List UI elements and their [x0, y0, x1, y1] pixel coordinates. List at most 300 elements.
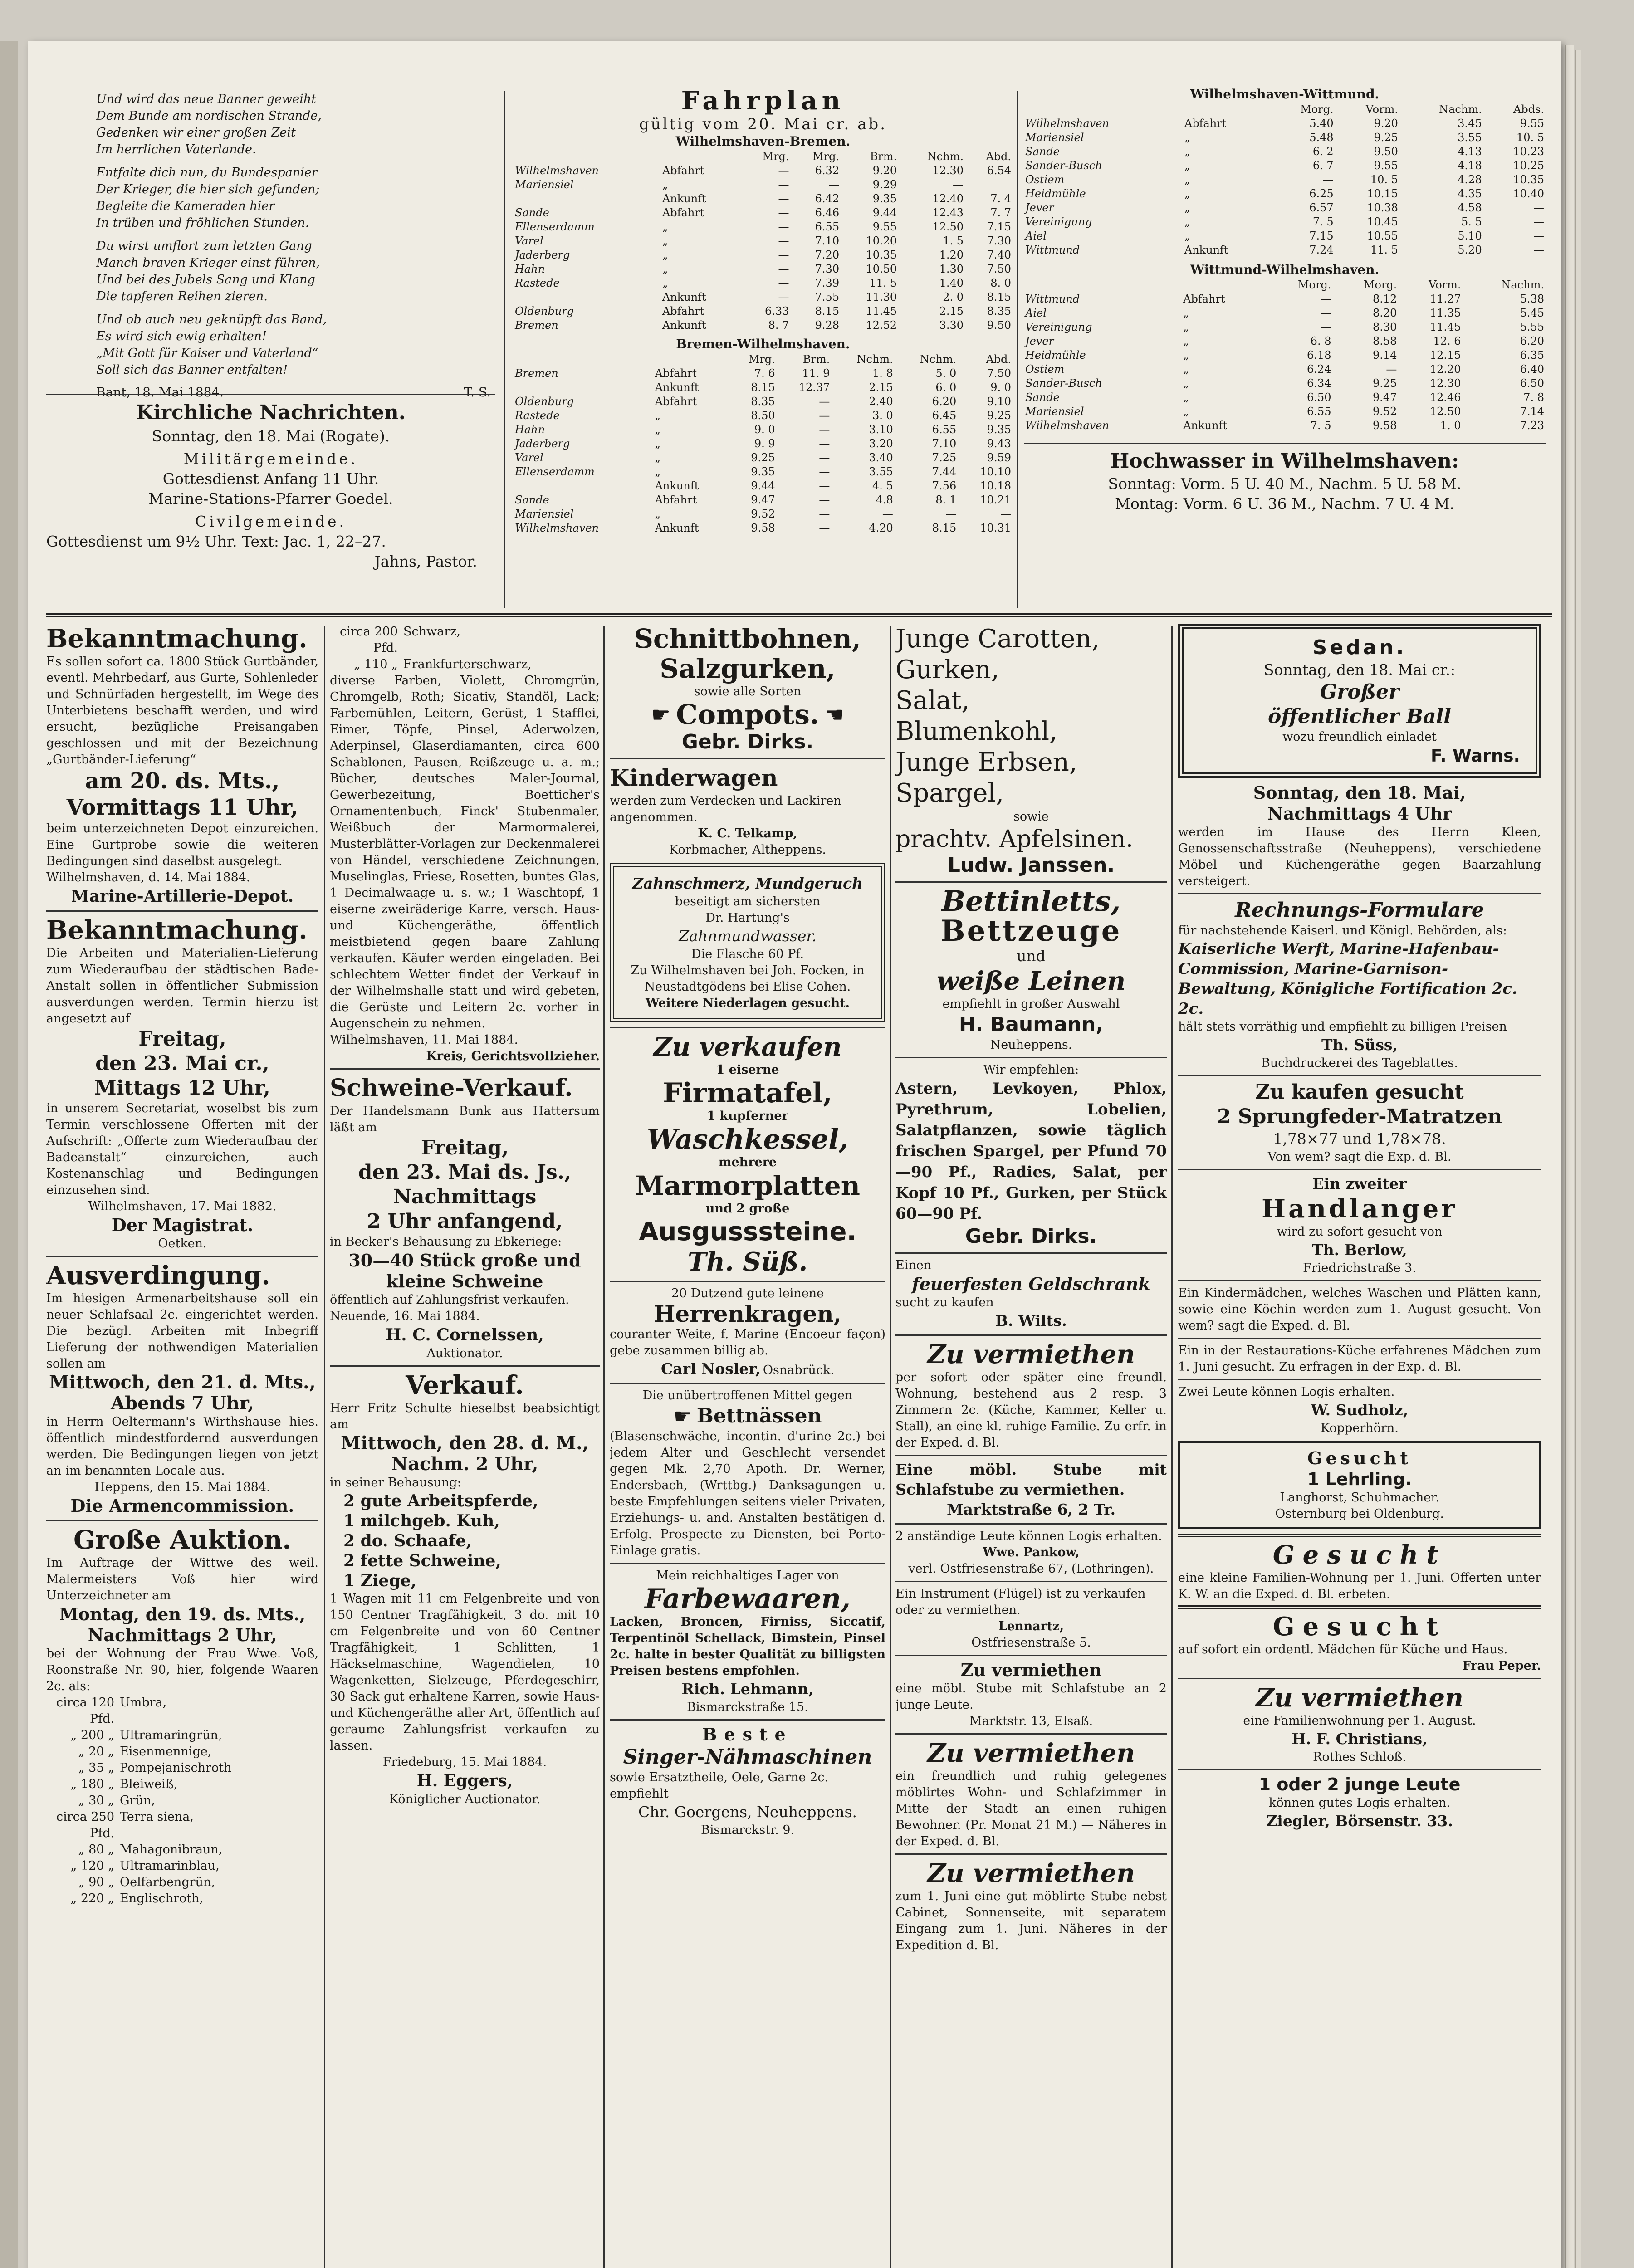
table-cell: 3.40 [869, 451, 893, 464]
table-cell: 8. 0 [990, 277, 1011, 289]
table-cell: 10.38 [1367, 201, 1398, 214]
table-cell: 7.30 [987, 235, 1011, 247]
ad-bekanntmachung-2-sig2: Oetken. [158, 1237, 207, 1251]
table-cell: 8.35 [987, 305, 1011, 318]
divider [610, 1719, 885, 1721]
table-cell: 9.43 [987, 437, 1011, 450]
ad-kinderwagen-title: Kinderwagen [610, 764, 778, 791]
table-cell: Oldenburg [515, 305, 574, 318]
timetable-subtitle: gültig vom 20. Mai cr. ab. [639, 115, 887, 133]
ad-auktion-date2: Nachmittags 2 Uhr, [88, 1625, 277, 1645]
table-cell: 9. 9 [754, 437, 775, 450]
table-row [1024, 131, 1546, 145]
table-row [1024, 173, 1546, 187]
table-cell: 5.40 [1309, 117, 1334, 130]
list-item: 2 gute Arbeitspferde, [343, 1491, 538, 1510]
item-name: Englischroth, [120, 1892, 204, 1906]
item-name: Grün, [120, 1794, 155, 1808]
ad-schweine-sig2: Auktionator. [426, 1346, 503, 1360]
table-cell: 6.40 [1520, 363, 1544, 376]
table-row [1024, 159, 1546, 173]
table-cell: 10.21 [980, 494, 1011, 506]
table-cell: „ [1184, 131, 1190, 144]
fw-1: Mein reichhaltiges Lager von [656, 1569, 839, 1583]
table-cell: 6.25 [1309, 187, 1334, 200]
item-name: Bleiweiß, [120, 1777, 178, 1791]
table-row [514, 304, 1013, 318]
table-cell: Rastede [515, 277, 560, 289]
divider [895, 1057, 1167, 1058]
table-cell: 3.45 [1458, 117, 1482, 130]
sf-3: 1,78×77 und 1,78×78. [1273, 1130, 1446, 1148]
item-quantity: „ 80 „ [78, 1843, 114, 1857]
table-cell: 9.55 [872, 220, 897, 233]
table-row [514, 493, 1013, 507]
table-cell: 6. 7 [1312, 159, 1334, 172]
table-cell: — [819, 451, 830, 464]
item-name: Schwarz, [403, 625, 460, 639]
table-row [514, 192, 1013, 206]
table-cell: „ [655, 423, 661, 436]
table-cell: — [1533, 230, 1544, 242]
table-row [1024, 229, 1546, 243]
table-row [514, 318, 1013, 332]
table-cell: — [1320, 307, 1331, 319]
zm3-text: ein freundlich und ruhig gelegenes möblirtes Wohn- und Schlafzimmer in Mitte der Stadt an einen ruhigen Bewohner. (Pr. Monat 21 M.) — Näheres in der Exped. d. Bl. [895, 1769, 1167, 1848]
table-cell: 7.20 [815, 249, 840, 261]
in-sig: Lennartz, [998, 1619, 1064, 1633]
table-cell: Ostiem [1025, 173, 1065, 186]
ad-schweine-text2: in Becker's Behausung zu Ebkeriege: [330, 1235, 562, 1249]
ad-sorten: sowie alle Sorten [694, 684, 802, 699]
table-cell: 7.24 [1309, 244, 1334, 256]
table-cell: Ankunft [662, 291, 706, 303]
poem [96, 91, 491, 417]
church-mil-2: Marine-Stations-Pfarrer Goedel. [148, 490, 393, 508]
table-cell: 7.50 [987, 263, 1011, 275]
table-cell: Vereinigung [1025, 215, 1092, 228]
list-item [46, 1842, 318, 1858]
hl-2: wird zu sofort gesucht von [1277, 1225, 1443, 1239]
divider [1178, 1280, 1541, 1281]
table-cell [514, 290, 661, 304]
ad-bekanntmachung-2-title: Bekanntmachung. [46, 915, 308, 945]
divider [1178, 1075, 1541, 1076]
wb-head-row [514, 150, 1013, 164]
table-cell: 10.15 [1367, 187, 1398, 200]
table-cell: Heidmühle [1025, 349, 1086, 362]
table-cell: 7.15 [987, 220, 1011, 233]
table-cell: 12.50 [1429, 405, 1461, 418]
table-cell: — [778, 249, 789, 261]
church-civ-2: Jahns, Pastor. [374, 552, 477, 570]
table-cell: „ [1184, 230, 1190, 242]
list-item [330, 624, 600, 656]
table-cell: — [1000, 508, 1011, 520]
table-row [1024, 419, 1546, 433]
list-item [46, 1695, 318, 1727]
sm-1: Sonntag, den 18. Mai, [1253, 782, 1466, 803]
table-cell: Ankunft [655, 381, 699, 394]
zm2-title: Zu vermiethen [960, 1660, 1102, 1680]
auktion-sig: Kreis, Gerichtsvollzieher. [426, 1049, 600, 1063]
table-cell: 10.20 [866, 235, 897, 247]
table-cell: 6.20 [932, 395, 957, 408]
table-cell: 1.40 [939, 277, 964, 289]
zv-8: Ausgusssteine. [639, 1217, 856, 1246]
table-cell: 8.58 [1372, 335, 1397, 347]
gs1-title: Gesucht [1272, 1540, 1447, 1570]
table-cell: Sande [515, 494, 549, 506]
zw-7: Weitere Niederlagen gesucht. [645, 996, 850, 1010]
table-cell: 2.15 [939, 305, 964, 318]
ad-schweine-text3: öffentlich auf Zahlungsfrist verkaufen. [330, 1293, 569, 1307]
zm1-text: per sofort oder später eine freundl. Wohnung, bestehend aus 2 resp. 3 Zimmern 2c. (Küche, Kammer, Keller u. Stall), an eine kl. ruhige Familie. Zu erfr. in der Exped. d. Bl. [895, 1370, 1167, 1450]
ad-ausverdingung-text2: in Herrn Oeltermann's Wirthshause hies. öffentlich mindestfordernd ausverdungen werden. Die Bedingungen liegen von jetzt an im benannten Locale aus. [46, 1415, 318, 1478]
lh-1: Gesucht [1307, 1448, 1412, 1468]
table-cell: 5.20 [1458, 244, 1482, 256]
poem-initials: T. S. [464, 385, 491, 400]
table-cell: 7. 4 [990, 192, 1011, 205]
divider [895, 1655, 1167, 1656]
table-cell: 7.30 [815, 263, 840, 275]
item-quantity: „ 35 „ [78, 1761, 114, 1775]
table-cell: „ [662, 263, 668, 275]
table-cell [965, 178, 1013, 192]
bw-title: Bremen-Wilhelmshaven. [676, 337, 850, 352]
hl-1: Ein zweiter [1312, 1175, 1407, 1193]
table-cell: 12.52 [866, 319, 897, 332]
list-item [46, 1776, 318, 1793]
church-title: Kirchliche Nachrichten. [136, 401, 406, 424]
table-cell: Sande [1025, 145, 1060, 158]
table-row [1024, 292, 1546, 306]
table-cell: Varel [515, 235, 543, 247]
table-cell: 7. 5 [1312, 215, 1334, 228]
lg-sig2: verl. Ostfriesenstraße 67, (Lothringen). [908, 1562, 1154, 1576]
table-cell: 6.50 [1307, 391, 1331, 404]
table-cell: — [1533, 215, 1544, 228]
sn-title: Singer-Nähmaschinen [623, 1745, 872, 1769]
table-cell: Abfahrt [1183, 293, 1225, 305]
hl-sig: Th. Berlow, [1312, 1241, 1407, 1259]
table-cell: 9.47 [751, 494, 775, 506]
hw-title: Hochwasser in Wilhelmshaven: [1110, 450, 1459, 473]
zl-text: Zwei Leute können Logis erhalten. [1178, 1385, 1395, 1399]
table-cell: — [778, 206, 789, 219]
table-cell: 5.48 [1309, 131, 1334, 144]
table-row [514, 276, 1013, 290]
table-header-cell: Morg. [1363, 279, 1397, 291]
table-cell: 7.50 [987, 367, 1011, 380]
bt-1: Bettinletts, [941, 885, 1121, 918]
table-cell: „ [655, 508, 661, 520]
table-cell: 10.35 [866, 249, 897, 261]
divider [610, 758, 885, 759]
table-cell: Wilhelmshaven [515, 164, 599, 177]
table-cell: Sander-Busch [1025, 377, 1102, 390]
table-cell: 7.10 [815, 235, 840, 247]
gs-2: sucht zu kaufen [895, 1295, 994, 1310]
table-row [1024, 334, 1546, 348]
list-item [46, 1744, 318, 1760]
item-quantity: „ 20 „ [78, 1745, 114, 1759]
column-2 [330, 624, 600, 2268]
table-cell: Abfahrt [1184, 117, 1227, 130]
table-cell: Jever [1025, 201, 1054, 214]
table-cell: — [1533, 201, 1544, 214]
divider [895, 1334, 1167, 1336]
zm4-title: Zu vermiethen [927, 1858, 1135, 1888]
item-name: Ultramaringrün, [120, 1728, 222, 1742]
poem-stanza-3: Du wirst umflort zum letzten Gang Manch braven Krieger einst führen, Und bei des Jubels Sang und Klang Die tapferen Reihen zieren. [96, 239, 320, 303]
table-cell: 7. 8 [1523, 391, 1544, 404]
pointing-hand-icon: ☛ [673, 1404, 692, 1428]
table-cell: 9.10 [987, 395, 1011, 408]
item-quantity: circa 200 Pfd. [340, 625, 398, 655]
table-cell: 7. 7 [990, 206, 1011, 219]
table-header-cell: Mrg. [762, 150, 789, 163]
table-cell: Abfahrt [655, 494, 697, 506]
zw-4: Zahnmundwasser. [679, 927, 817, 945]
table-cell: 2. 0 [943, 291, 964, 303]
ad-kinderwagen-sig: K. C. Telkamp, [698, 826, 797, 841]
zm2-text: eine möbl. Stube mit Schlafstube an 2 junge Leute. [895, 1681, 1167, 1712]
item-quantity: circa 250 Pfd. [56, 1810, 114, 1840]
item-quantity: „ 180 „ [70, 1777, 114, 1791]
table-row [1024, 243, 1546, 257]
table-cell: — [1322, 173, 1334, 186]
ad-sedan [1178, 624, 1541, 778]
bt-4: weiße Leinen [936, 966, 1126, 996]
list-item [46, 1809, 318, 1842]
table-cell: 6. 2 [1312, 145, 1334, 158]
hl-title: Handlanger [1262, 1194, 1458, 1224]
table-cell: 6.42 [815, 192, 840, 205]
sm-2: Nachmittags 4 Uhr [1267, 803, 1452, 824]
divider [1178, 1379, 1541, 1380]
ad-verkauf-list [330, 1491, 600, 1591]
table-cell: — [778, 178, 789, 191]
table-cell: Varel [515, 451, 543, 464]
table-row [514, 248, 1013, 262]
table-cell: — [1533, 244, 1544, 256]
table-cell: 8.50 [751, 409, 775, 422]
ad-schweine-sig: H. C. Cornelssen, [386, 1325, 544, 1344]
table-header-cell [1182, 278, 1267, 292]
wb-title: Wilhelmshaven-Bremen. [675, 134, 851, 149]
table-cell: 8.12 [1372, 293, 1397, 305]
rf-title: Rechnungs-Formulare [1235, 899, 1484, 922]
sd-3: öffentlicher Ball [1268, 705, 1451, 728]
list-item: 2 fette Schweine, [343, 1551, 501, 1570]
table-cell: 5. 0 [935, 367, 957, 380]
table-cell: 11. 9 [802, 367, 830, 380]
table-cell: 4.58 [1458, 201, 1482, 214]
table-cell: 9.28 [815, 319, 840, 332]
table-cell: Ostiem [1025, 363, 1065, 376]
table-cell: 1. 5 [943, 235, 964, 247]
ad-schweine-title: Schweine-Verkauf. [330, 1074, 573, 1102]
table-row [1024, 215, 1546, 229]
jl-sig: Ziegler, Börsenstr. 33. [1266, 1812, 1453, 1830]
divider [895, 881, 1167, 883]
divider [46, 1520, 318, 1521]
table-cell: 10.50 [866, 263, 897, 275]
table-cell: 6.34 [1307, 377, 1331, 390]
lh-4: Osternburg bei Oldenburg. [1275, 1507, 1444, 1521]
table-cell [514, 479, 654, 493]
table-cell: 1.30 [939, 263, 964, 275]
table-row [1024, 187, 1546, 201]
table-cell: 4.18 [1458, 159, 1482, 172]
table-cell: 8.30 [1372, 321, 1397, 333]
divider [1178, 1169, 1541, 1170]
table-cell: „ [1184, 187, 1190, 200]
divider [1024, 443, 1546, 444]
zm1-title: Zu vermiethen [927, 1339, 1135, 1369]
table-cell: 4.35 [1458, 187, 1482, 200]
church-notices [46, 399, 495, 612]
table-row [514, 290, 1013, 304]
ad-bekanntmachung-1-place: Wilhelmshaven, d. 14. Mai 1884. [46, 870, 250, 885]
rf-text2: hält stets vorräthig und empfiehlt zu billigen Preisen [1178, 1020, 1507, 1034]
table-cell: 5.10 [1458, 230, 1482, 242]
zl-sig: W. Sudholz, [1311, 1401, 1409, 1419]
table-cell: — [819, 465, 830, 478]
table-cell: Abfahrt [662, 206, 704, 219]
gs-1: Einen [895, 1258, 932, 1272]
ad-schweine-d3: Nachmittags [393, 1185, 537, 1208]
table-cell: „ [1183, 405, 1189, 418]
table-cell: 1. 0 [1440, 419, 1461, 432]
divider [324, 626, 325, 2268]
table-cell: 12.40 [932, 192, 964, 205]
item-name: Terra siena, [120, 1810, 194, 1824]
divider [1171, 626, 1173, 2268]
item-quantity: „ 90 „ [78, 1875, 114, 1889]
hk-sig: Carl Nosler, [660, 1360, 761, 1378]
table-cell: 6. 8 [1310, 335, 1331, 347]
ad-ausverdingung-title: Ausverdingung. [46, 1261, 270, 1290]
divider [1178, 1678, 1541, 1679]
item-name: Eisenmennige, [120, 1745, 212, 1759]
jl-1: 1 oder 2 junge Leute [1258, 1774, 1461, 1794]
divider [895, 1853, 1167, 1855]
item-quantity: „ 120 „ [70, 1859, 114, 1873]
table-cell: 8.15 [932, 522, 957, 534]
ad-schnittbohnen: Schnittbohnen, [634, 624, 861, 654]
table-cell: 12.30 [1429, 377, 1461, 390]
ad-kinderwagen-sig2: Korbmacher, Altheppens. [669, 843, 826, 857]
table-header-cell: Abd. [986, 150, 1011, 163]
rf-text1: für nachstehende Kaiserl. und Königl. Behörden, als: [1178, 924, 1507, 938]
table-cell: 8.15 [751, 381, 775, 394]
ad-bekanntmachung-2-text: Die Arbeiten und Materialien-Lieferung zum Wiederaufbau der städtischen Bade-Anstalt sollen in öffentlicher Submission ausverdungen werden. Termin hierzu ist angesetzt auf [46, 946, 318, 1026]
table-cell: 9.14 [1372, 349, 1397, 362]
table-row [1024, 348, 1546, 362]
church-civ-1: Gottesdienst um 9½ Uhr. Text: Jac. 1, 22–27. [46, 533, 386, 550]
jl-2: können gutes Logis erhalten. [1269, 1796, 1450, 1810]
table-cell: „ [662, 277, 668, 289]
table-cell: 5.55 [1520, 321, 1544, 333]
divider [895, 1252, 1167, 1254]
ad-bekanntmachung-2-date1: Freitag, [138, 1027, 226, 1051]
list-item: Spargel, [895, 778, 1004, 808]
table-cell: — [819, 508, 830, 520]
table-cell: „ [1183, 391, 1189, 404]
fw-title: Farbewaaren, [645, 1583, 851, 1615]
column-3 [610, 624, 885, 2268]
table-cell: 6.18 [1307, 349, 1331, 362]
table-header-cell [514, 352, 654, 367]
poem-stanza-4: Und ob auch neu geknüpft das Band, Es wird sich ewig erhalten! „Mit Gott für Kaiser und Vaterland“ Soll sich das Banner entfalten! [96, 313, 327, 377]
table-cell: 9. 0 [754, 423, 775, 436]
table-cell: 6.46 [815, 206, 840, 219]
sn-1: Beste [702, 1724, 793, 1745]
table-row [514, 409, 1013, 423]
table-cell: 5.45 [1520, 307, 1544, 319]
ad-verkauf-d2: Nachm. 2 Uhr, [391, 1453, 538, 1475]
table-cell: 6.55 [1307, 405, 1331, 418]
table-cell: 6. 0 [935, 381, 957, 394]
table-cell: Ankunft [1183, 419, 1227, 432]
table-cell: — [819, 395, 830, 408]
zv-1: 1 eiserne [716, 1063, 779, 1077]
poem-place-date: Bant, 18. Mai 1884. [96, 385, 224, 400]
zw-2: beseitigt am sichersten [675, 894, 821, 909]
table-cell: — [828, 178, 840, 191]
ad-salzgurken: Salzgurken, [660, 653, 836, 684]
table-cell: 11.30 [866, 291, 897, 303]
table-header-cell: Nchm. [920, 353, 957, 366]
table-cell: Sande [1025, 391, 1060, 404]
list-item: 1 milchgeb. Kuh, [343, 1511, 500, 1530]
bn-1: Die unübertroffenen Mittel gegen [642, 1388, 853, 1403]
divider [1178, 1605, 1541, 1609]
table-header-cell [514, 150, 661, 164]
fw-text: Lacken, Broncen, Firniss, Siccatif, Terpentinöl Schellack, Bimstein, Pinsel 2c. halte in bester Qualität zu billigsten Preisen bestens empfohlen. [610, 1615, 885, 1678]
item-name: Umbra, [120, 1696, 167, 1710]
table-cell: 9.50 [1374, 145, 1398, 158]
table-cell [514, 192, 661, 206]
table-row [514, 367, 1013, 381]
ad-schweine-big: 30—40 Stück große und kleine Schweine [348, 1250, 581, 1291]
table-cell: 4. 5 [872, 479, 893, 492]
list-item: Gurken, [895, 655, 999, 684]
table-row [514, 465, 1013, 479]
table-cell: 9.25 [751, 451, 775, 464]
divider [895, 1455, 1167, 1456]
table-cell: „ [1184, 159, 1190, 172]
table-cell: Ankunft [655, 522, 699, 534]
auktion-item-list-cont [330, 624, 600, 673]
table-cell: „ [662, 235, 668, 247]
table-cell: 10.35 [1513, 173, 1544, 186]
veg-sowie: sowie [1013, 810, 1049, 824]
table-row [1024, 145, 1546, 159]
table-cell: — [778, 277, 789, 289]
gs-title: feuerfesten Geldschrank [912, 1274, 1150, 1294]
table-header-cell: Mrg. [812, 150, 840, 163]
table-cell: 4.13 [1458, 145, 1482, 158]
bt-2: Bettzeuge [940, 914, 1122, 948]
list-item [330, 656, 600, 673]
table-cell: — [819, 437, 830, 450]
ad-verkauf-title: Verkauf. [406, 1370, 524, 1400]
table-cell: „ [1184, 145, 1190, 158]
item-name: Oelfarbengrün, [120, 1875, 215, 1889]
